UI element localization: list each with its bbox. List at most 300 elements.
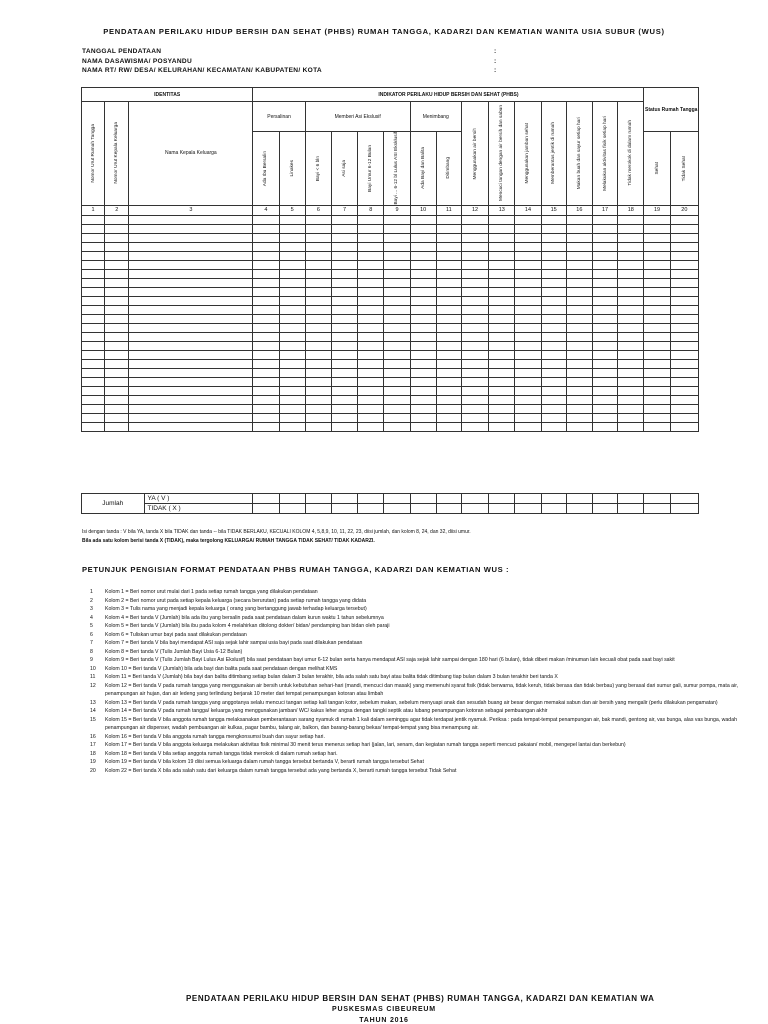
table-cell[interactable] — [384, 350, 410, 359]
table-cell[interactable] — [105, 350, 129, 359]
table-cell[interactable] — [592, 323, 617, 332]
table-cell[interactable] — [331, 404, 357, 413]
table-cell[interactable] — [618, 413, 644, 422]
table-cell[interactable] — [129, 422, 253, 431]
table-cell[interactable] — [279, 386, 305, 395]
table-cell[interactable] — [253, 377, 279, 386]
table-cell[interactable] — [253, 359, 279, 368]
table-cell[interactable] — [515, 251, 541, 260]
jumlah-cell[interactable] — [436, 504, 461, 514]
table-cell[interactable] — [358, 224, 384, 233]
jumlah-cell[interactable] — [279, 504, 305, 514]
table-cell[interactable] — [592, 413, 617, 422]
table-cell[interactable] — [305, 233, 331, 242]
table-cell[interactable] — [566, 422, 592, 431]
table-cell[interactable] — [618, 269, 644, 278]
table-cell[interactable] — [358, 215, 384, 224]
table-cell[interactable] — [515, 332, 541, 341]
table-cell[interactable] — [489, 215, 515, 224]
table-cell[interactable] — [331, 251, 357, 260]
table-cell[interactable] — [566, 350, 592, 359]
table-cell[interactable] — [461, 251, 488, 260]
jumlah-cell[interactable] — [515, 494, 541, 504]
table-cell[interactable] — [105, 224, 129, 233]
table-cell[interactable] — [670, 368, 698, 377]
table-cell[interactable] — [618, 323, 644, 332]
table-cell[interactable] — [644, 350, 670, 359]
table-cell[interactable] — [541, 332, 566, 341]
table-cell[interactable] — [436, 296, 461, 305]
table-cell[interactable] — [592, 242, 617, 251]
table-cell[interactable] — [305, 260, 331, 269]
table-cell[interactable] — [515, 377, 541, 386]
jumlah-cell[interactable] — [593, 504, 618, 514]
table-cell[interactable] — [644, 332, 670, 341]
table-cell[interactable] — [541, 260, 566, 269]
table-cell[interactable] — [82, 368, 105, 377]
table-cell[interactable] — [305, 242, 331, 251]
table-cell[interactable] — [129, 287, 253, 296]
table-cell[interactable] — [384, 377, 410, 386]
table-cell[interactable] — [436, 287, 461, 296]
table-cell[interactable] — [129, 332, 253, 341]
table-cell[interactable] — [566, 242, 592, 251]
table-cell[interactable] — [279, 233, 305, 242]
table-cell[interactable] — [331, 422, 357, 431]
jumlah-cell[interactable] — [541, 494, 566, 504]
table-cell[interactable] — [331, 377, 357, 386]
table-cell[interactable] — [670, 386, 698, 395]
table-cell[interactable] — [592, 341, 617, 350]
table-cell[interactable] — [515, 395, 541, 404]
table-cell[interactable] — [410, 422, 436, 431]
table-cell[interactable] — [279, 323, 305, 332]
table-cell[interactable] — [515, 269, 541, 278]
table-cell[interactable] — [253, 422, 279, 431]
table-cell[interactable] — [253, 305, 279, 314]
table-cell[interactable] — [644, 260, 670, 269]
table-cell[interactable] — [358, 323, 384, 332]
table-cell[interactable] — [129, 269, 253, 278]
table-cell[interactable] — [670, 350, 698, 359]
table-cell[interactable] — [105, 368, 129, 377]
jumlah-cell[interactable] — [489, 494, 515, 504]
table-cell[interactable] — [489, 404, 515, 413]
table-cell[interactable] — [305, 386, 331, 395]
table-cell[interactable] — [129, 251, 253, 260]
table-cell[interactable] — [105, 332, 129, 341]
table-cell[interactable] — [592, 404, 617, 413]
table-cell[interactable] — [541, 386, 566, 395]
table-cell[interactable] — [279, 260, 305, 269]
table-cell[interactable] — [105, 341, 129, 350]
table-cell[interactable] — [670, 215, 698, 224]
table-cell[interactable] — [618, 395, 644, 404]
table-cell[interactable] — [279, 341, 305, 350]
table-cell[interactable] — [129, 341, 253, 350]
table-cell[interactable] — [253, 350, 279, 359]
table-cell[interactable] — [384, 395, 410, 404]
table-cell[interactable] — [253, 395, 279, 404]
table-cell[interactable] — [541, 350, 566, 359]
table-cell[interactable] — [331, 350, 357, 359]
table-cell[interactable] — [129, 359, 253, 368]
table-cell[interactable] — [644, 323, 670, 332]
table-cell[interactable] — [279, 242, 305, 251]
table-cell[interactable] — [384, 359, 410, 368]
table-cell[interactable] — [592, 251, 617, 260]
table-cell[interactable] — [541, 404, 566, 413]
table-cell[interactable] — [489, 377, 515, 386]
table-cell[interactable] — [541, 224, 566, 233]
table-cell[interactable] — [279, 305, 305, 314]
jumlah-cell[interactable] — [515, 504, 541, 514]
table-cell[interactable] — [618, 368, 644, 377]
table-cell[interactable] — [592, 278, 617, 287]
table-cell[interactable] — [461, 350, 488, 359]
table-cell[interactable] — [279, 359, 305, 368]
table-cell[interactable] — [384, 269, 410, 278]
table-cell[interactable] — [105, 278, 129, 287]
table-cell[interactable] — [358, 314, 384, 323]
table-cell[interactable] — [489, 242, 515, 251]
table-cell[interactable] — [384, 233, 410, 242]
table-cell[interactable] — [105, 413, 129, 422]
table-cell[interactable] — [644, 341, 670, 350]
table-cell[interactable] — [410, 233, 436, 242]
table-cell[interactable] — [644, 386, 670, 395]
table-cell[interactable] — [644, 287, 670, 296]
table-cell[interactable] — [410, 350, 436, 359]
table-cell[interactable] — [515, 422, 541, 431]
table-cell[interactable] — [541, 278, 566, 287]
table-cell[interactable] — [410, 296, 436, 305]
table-cell[interactable] — [331, 215, 357, 224]
table-cell[interactable] — [644, 404, 670, 413]
table-cell[interactable] — [436, 386, 461, 395]
table-cell[interactable] — [410, 251, 436, 260]
table-cell[interactable] — [305, 422, 331, 431]
table-cell[interactable] — [541, 305, 566, 314]
table-cell[interactable] — [461, 422, 488, 431]
table-cell[interactable] — [644, 368, 670, 377]
table-cell[interactable] — [515, 242, 541, 251]
jumlah-cell[interactable] — [410, 504, 436, 514]
table-cell[interactable] — [410, 260, 436, 269]
table-cell[interactable] — [82, 305, 105, 314]
table-cell[interactable] — [105, 251, 129, 260]
table-cell[interactable] — [461, 260, 488, 269]
table-cell[interactable] — [129, 413, 253, 422]
table-cell[interactable] — [305, 251, 331, 260]
table-cell[interactable] — [618, 350, 644, 359]
table-cell[interactable] — [358, 242, 384, 251]
table-cell[interactable] — [358, 251, 384, 260]
table-cell[interactable] — [358, 350, 384, 359]
table-cell[interactable] — [331, 314, 357, 323]
table-cell[interactable] — [358, 332, 384, 341]
table-cell[interactable] — [305, 350, 331, 359]
table-cell[interactable] — [384, 242, 410, 251]
table-cell[interactable] — [541, 413, 566, 422]
table-cell[interactable] — [461, 224, 488, 233]
table-cell[interactable] — [618, 404, 644, 413]
table-cell[interactable] — [489, 269, 515, 278]
jumlah-cell[interactable] — [279, 494, 305, 504]
table-cell[interactable] — [305, 215, 331, 224]
table-cell[interactable] — [436, 314, 461, 323]
table-cell[interactable] — [461, 233, 488, 242]
table-cell[interactable] — [253, 260, 279, 269]
table-cell[interactable] — [384, 422, 410, 431]
table-cell[interactable] — [436, 233, 461, 242]
table-cell[interactable] — [253, 332, 279, 341]
table-cell[interactable] — [618, 215, 644, 224]
table-cell[interactable] — [461, 242, 488, 251]
table-cell[interactable] — [358, 422, 384, 431]
table-cell[interactable] — [670, 404, 698, 413]
table-cell[interactable] — [644, 251, 670, 260]
table-cell[interactable] — [541, 251, 566, 260]
table-cell[interactable] — [358, 260, 384, 269]
table-cell[interactable] — [305, 332, 331, 341]
table-cell[interactable] — [279, 269, 305, 278]
table-cell[interactable] — [358, 305, 384, 314]
table-cell[interactable] — [253, 215, 279, 224]
table-cell[interactable] — [410, 386, 436, 395]
table-cell[interactable] — [358, 413, 384, 422]
table-cell[interactable] — [384, 332, 410, 341]
table-cell[interactable] — [105, 233, 129, 242]
table-cell[interactable] — [305, 323, 331, 332]
table-cell[interactable] — [82, 404, 105, 413]
table-cell[interactable] — [436, 404, 461, 413]
table-cell[interactable] — [592, 386, 617, 395]
table-cell[interactable] — [461, 287, 488, 296]
table-cell[interactable] — [305, 368, 331, 377]
table-cell[interactable] — [618, 251, 644, 260]
table-cell[interactable] — [670, 323, 698, 332]
jumlah-cell[interactable] — [541, 504, 566, 514]
table-cell[interactable] — [82, 269, 105, 278]
table-cell[interactable] — [253, 413, 279, 422]
table-cell[interactable] — [305, 314, 331, 323]
table-cell[interactable] — [253, 251, 279, 260]
table-cell[interactable] — [489, 260, 515, 269]
table-cell[interactable] — [618, 296, 644, 305]
table-cell[interactable] — [358, 233, 384, 242]
table-cell[interactable] — [358, 269, 384, 278]
table-cell[interactable] — [515, 305, 541, 314]
table-cell[interactable] — [592, 332, 617, 341]
table-cell[interactable] — [384, 296, 410, 305]
table-cell[interactable] — [566, 278, 592, 287]
table-cell[interactable] — [410, 305, 436, 314]
table-cell[interactable] — [129, 260, 253, 269]
table-cell[interactable] — [592, 215, 617, 224]
table-cell[interactable] — [541, 287, 566, 296]
table-cell[interactable] — [541, 242, 566, 251]
table-cell[interactable] — [358, 296, 384, 305]
jumlah-cell[interactable] — [253, 504, 279, 514]
table-cell[interactable] — [592, 350, 617, 359]
table-cell[interactable] — [105, 359, 129, 368]
table-cell[interactable] — [461, 332, 488, 341]
jumlah-cell[interactable] — [489, 504, 515, 514]
table-cell[interactable] — [670, 422, 698, 431]
table-cell[interactable] — [279, 296, 305, 305]
table-cell[interactable] — [436, 368, 461, 377]
table-cell[interactable] — [566, 368, 592, 377]
table-cell[interactable] — [566, 332, 592, 341]
table-cell[interactable] — [82, 278, 105, 287]
table-cell[interactable] — [129, 386, 253, 395]
table-cell[interactable] — [461, 341, 488, 350]
table-cell[interactable] — [618, 359, 644, 368]
table-cell[interactable] — [82, 359, 105, 368]
table-cell[interactable] — [253, 314, 279, 323]
table-cell[interactable] — [566, 413, 592, 422]
table-cell[interactable] — [305, 269, 331, 278]
table-cell[interactable] — [541, 368, 566, 377]
jumlah-cell[interactable] — [618, 494, 644, 504]
jumlah-cell[interactable] — [670, 504, 698, 514]
table-cell[interactable] — [618, 278, 644, 287]
table-cell[interactable] — [461, 314, 488, 323]
table-cell[interactable] — [670, 314, 698, 323]
table-cell[interactable] — [489, 386, 515, 395]
table-cell[interactable] — [253, 242, 279, 251]
table-cell[interactable] — [105, 260, 129, 269]
table-cell[interactable] — [515, 278, 541, 287]
table-cell[interactable] — [82, 332, 105, 341]
table-cell[interactable] — [618, 260, 644, 269]
table-cell[interactable] — [592, 233, 617, 242]
table-cell[interactable] — [541, 269, 566, 278]
table-cell[interactable] — [384, 413, 410, 422]
table-cell[interactable] — [105, 287, 129, 296]
table-cell[interactable] — [592, 260, 617, 269]
table-cell[interactable] — [541, 314, 566, 323]
table-cell[interactable] — [253, 341, 279, 350]
table-cell[interactable] — [489, 314, 515, 323]
table-cell[interactable] — [82, 350, 105, 359]
table-cell[interactable] — [105, 323, 129, 332]
table-cell[interactable] — [410, 413, 436, 422]
table-cell[interactable] — [592, 422, 617, 431]
table-cell[interactable] — [129, 278, 253, 287]
table-cell[interactable] — [331, 278, 357, 287]
table-cell[interactable] — [644, 305, 670, 314]
table-cell[interactable] — [670, 260, 698, 269]
table-cell[interactable] — [515, 224, 541, 233]
table-cell[interactable] — [670, 359, 698, 368]
table-cell[interactable] — [644, 395, 670, 404]
table-cell[interactable] — [644, 359, 670, 368]
table-cell[interactable] — [331, 323, 357, 332]
table-cell[interactable] — [129, 377, 253, 386]
table-cell[interactable] — [129, 368, 253, 377]
table-cell[interactable] — [461, 404, 488, 413]
table-cell[interactable] — [489, 413, 515, 422]
table-cell[interactable] — [305, 413, 331, 422]
jumlah-cell[interactable] — [670, 494, 698, 504]
table-cell[interactable] — [618, 287, 644, 296]
table-cell[interactable] — [279, 413, 305, 422]
jumlah-cell[interactable] — [384, 504, 410, 514]
table-cell[interactable] — [384, 215, 410, 224]
table-cell[interactable] — [253, 323, 279, 332]
table-cell[interactable] — [618, 233, 644, 242]
table-cell[interactable] — [461, 278, 488, 287]
table-cell[interactable] — [436, 350, 461, 359]
table-cell[interactable] — [436, 395, 461, 404]
table-cell[interactable] — [436, 269, 461, 278]
table-cell[interactable] — [644, 269, 670, 278]
table-cell[interactable] — [618, 377, 644, 386]
table-cell[interactable] — [515, 233, 541, 242]
table-cell[interactable] — [644, 278, 670, 287]
table-cell[interactable] — [515, 359, 541, 368]
table-cell[interactable] — [618, 242, 644, 251]
table-cell[interactable] — [618, 224, 644, 233]
table-cell[interactable] — [670, 377, 698, 386]
table-cell[interactable] — [82, 287, 105, 296]
table-cell[interactable] — [253, 269, 279, 278]
table-cell[interactable] — [410, 215, 436, 224]
table-cell[interactable] — [592, 287, 617, 296]
table-cell[interactable] — [541, 359, 566, 368]
table-cell[interactable] — [279, 332, 305, 341]
table-cell[interactable] — [670, 413, 698, 422]
table-cell[interactable] — [82, 341, 105, 350]
table-cell[interactable] — [566, 359, 592, 368]
table-cell[interactable] — [436, 305, 461, 314]
table-cell[interactable] — [105, 386, 129, 395]
table-cell[interactable] — [566, 260, 592, 269]
table-cell[interactable] — [410, 377, 436, 386]
table-cell[interactable] — [541, 296, 566, 305]
table-cell[interactable] — [489, 395, 515, 404]
table-cell[interactable] — [82, 260, 105, 269]
table-cell[interactable] — [358, 395, 384, 404]
table-cell[interactable] — [436, 260, 461, 269]
table-cell[interactable] — [436, 215, 461, 224]
table-cell[interactable] — [436, 224, 461, 233]
table-cell[interactable] — [592, 224, 617, 233]
table-cell[interactable] — [129, 305, 253, 314]
table-cell[interactable] — [384, 305, 410, 314]
table-cell[interactable] — [105, 296, 129, 305]
table-cell[interactable] — [105, 314, 129, 323]
table-cell[interactable] — [384, 386, 410, 395]
table-cell[interactable] — [670, 296, 698, 305]
table-cell[interactable] — [515, 386, 541, 395]
table-cell[interactable] — [592, 269, 617, 278]
table-cell[interactable] — [670, 251, 698, 260]
table-cell[interactable] — [461, 305, 488, 314]
jumlah-cell[interactable] — [618, 504, 644, 514]
table-cell[interactable] — [279, 422, 305, 431]
table-cell[interactable] — [384, 224, 410, 233]
table-cell[interactable] — [331, 395, 357, 404]
table-cell[interactable] — [358, 404, 384, 413]
table-cell[interactable] — [489, 278, 515, 287]
table-cell[interactable] — [305, 305, 331, 314]
table-cell[interactable] — [670, 395, 698, 404]
table-cell[interactable] — [253, 287, 279, 296]
table-cell[interactable] — [279, 251, 305, 260]
